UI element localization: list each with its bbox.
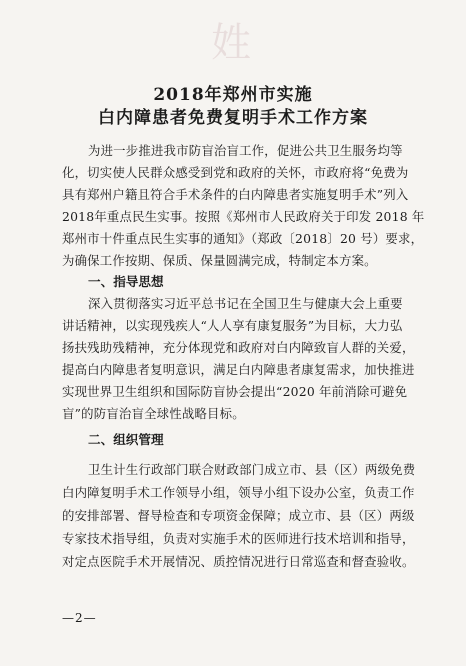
intro-line: 为进一步推进我市防盲治盲工作，促进公共卫生服务均等 bbox=[88, 143, 403, 158]
section-heading-organization: 二、组织管理 bbox=[88, 432, 164, 447]
section-heading-guiding-ideology: 一、指导思想 bbox=[88, 274, 164, 289]
intro-line: 为确保工作按期、保质、保量圆满完成，特制定本方案。 bbox=[62, 253, 377, 268]
intro-line: 郑州市十件重点民生实事的通知》（郑政〔2018〕20 号）要求， bbox=[62, 231, 424, 246]
intro-line: 具有郑州户籍且符合手术条件的白内障患者实施复明手术”列入 bbox=[62, 187, 409, 202]
section2-line: 卫生计生行政部门联合财政部门成立市、县（区）两级免费 bbox=[88, 462, 416, 477]
section1-line: 盲”的防盲治盲全球性战略目标。 bbox=[62, 406, 245, 421]
section1-line: 扬扶残助残精神，充分体现党和政府对白内障致盲人群的关爱， bbox=[62, 340, 415, 355]
section1-line: 提高白内障患者复明意识，满足白内障患者康复需求，加快推进 bbox=[62, 362, 415, 377]
intro-line: 化，切实使人民群众感受到党和政府的关怀，市政府将“免费为 bbox=[62, 165, 409, 180]
section1-line: 讲话精神，以实现残疾人“人人享有康复服务”为目标，大力弘 bbox=[62, 318, 403, 333]
section2-line: 对定点医院手术开展情况、质控情况进行日常巡查和督查验收。 bbox=[62, 554, 415, 569]
document-title-line-2: 白内障患者免费复明手术工作方案 bbox=[98, 108, 368, 128]
section2-line: 白内障复明手术工作领导小组，领导小组下设办公室，负责工作 bbox=[62, 485, 415, 500]
document-title-line-1: 2018年郑州市实施 bbox=[153, 85, 313, 105]
section1-line: 深入贯彻落实习近平总书记在全国卫生与健康大会上重要 bbox=[88, 296, 403, 311]
section1-line: 实现世界卫生组织和国际防盲协会提出“2020 年前消除可避免 bbox=[62, 384, 408, 399]
section2-line: 专家技术指导组，负责对实施手术的医师进行技术培训和指导， bbox=[62, 531, 415, 546]
section2-line: 的安排部署、督导检查和专项资金保障；成立市、县（区）两级 bbox=[62, 508, 415, 523]
page-number: —2— bbox=[62, 611, 97, 625]
bleed-through-mark: 姓 bbox=[211, 20, 251, 66]
intro-line: 2018年重点民生实事。按照《郑州市人民政府关于印发 2018 年 bbox=[62, 209, 425, 224]
